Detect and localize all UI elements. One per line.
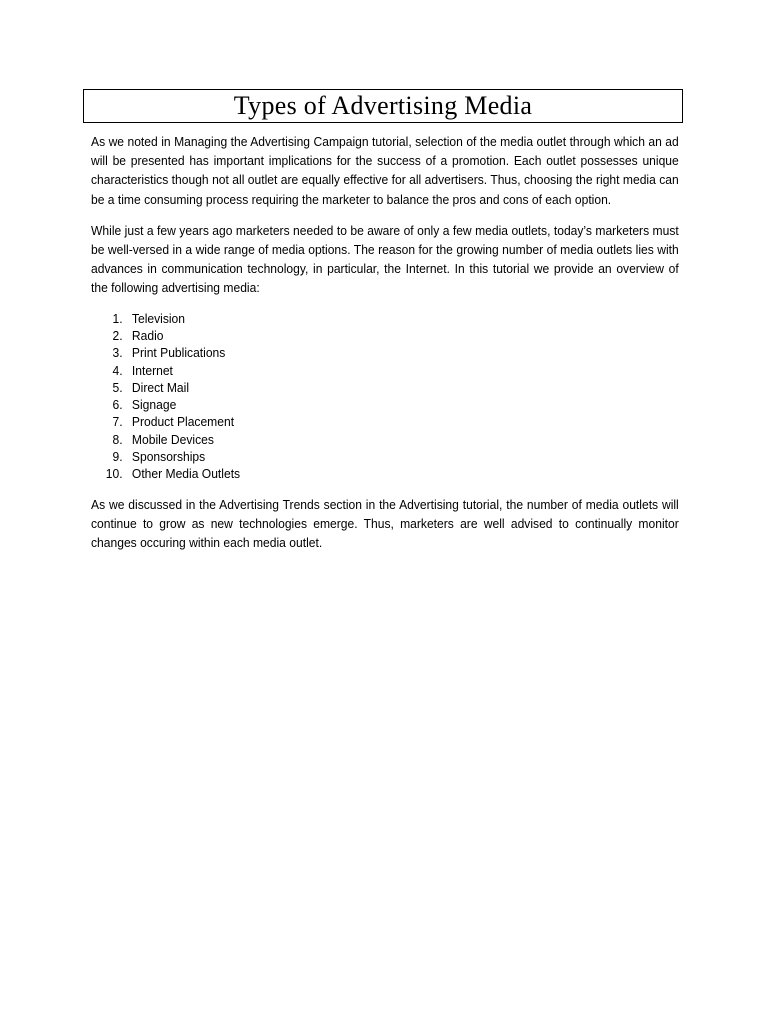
list-item [91,431,679,448]
closing-paragraph: As we discussed in the Advertising Trends section in the Advertising tutorial, the number of media outlets will continue to grow as new technologies emerge. Thus, marketers are well advised to continually monitor changes occuring within each media outlet. [91,496,679,550]
media-list [91,310,679,483]
overview-paragraph: While just a few years ago marketers needed to be aware of only a few media outlets, today’s marketers must be well-versed in a wide range of media options. The reason for the growing number of media outlets lies with advances in communication technology, in particular, the Internet. In this tutorial we provide an overview of the following advertising media: [91,222,679,296]
list-item [91,448,679,465]
list-item [91,362,679,379]
list-item-label: Other Media Outlets [131,466,241,482]
list-item-label: Product Placement [131,414,235,430]
list-item [91,396,679,413]
list-item [91,379,679,396]
list-item-number: 3. [112,345,123,361]
list-item-number: 2. [112,327,123,343]
list-item-number: 5. [112,379,123,395]
list-item-label: Print Publications [131,345,226,361]
list-item-number: 6. [112,397,123,413]
list-item [91,327,679,344]
list-item [91,413,679,430]
list-item-label: Mobile Devices [131,431,214,447]
list-item-number: 7. [112,414,123,430]
list-item-number: 10. [105,466,123,482]
intro-paragraph: As we noted in Managing the Advertising Campaign tutorial, selection of the media outlet through which an ad will be presented has important implications for the success of a promotion. Each outlet possesses unique characteristics though not all outlet are equally effective for all advertisers. Thus, choosing the right media can be a time consuming process requiring the marketer to balance the pros and cons of each option. [91,134,679,207]
page-title: Types of Advertising Media [233,91,533,120]
list-item [91,465,679,482]
list-item-label: Radio [131,327,164,343]
list-item-label: Signage [131,397,177,413]
list-item-number: 4. [112,362,123,378]
list-item-label: Sponsorships [131,449,206,464]
document-body [91,132,679,564]
list-item [91,344,679,361]
list-item-number: 9. [112,449,123,464]
list-item-label: Direct Mail [131,379,190,395]
list-item-number: 8. [112,431,123,447]
list-item-label: Television [131,310,186,326]
list-item-number: 1. [112,310,123,326]
list-item [91,310,679,327]
list-item-label: Internet [131,362,173,378]
title-box [83,89,683,123]
